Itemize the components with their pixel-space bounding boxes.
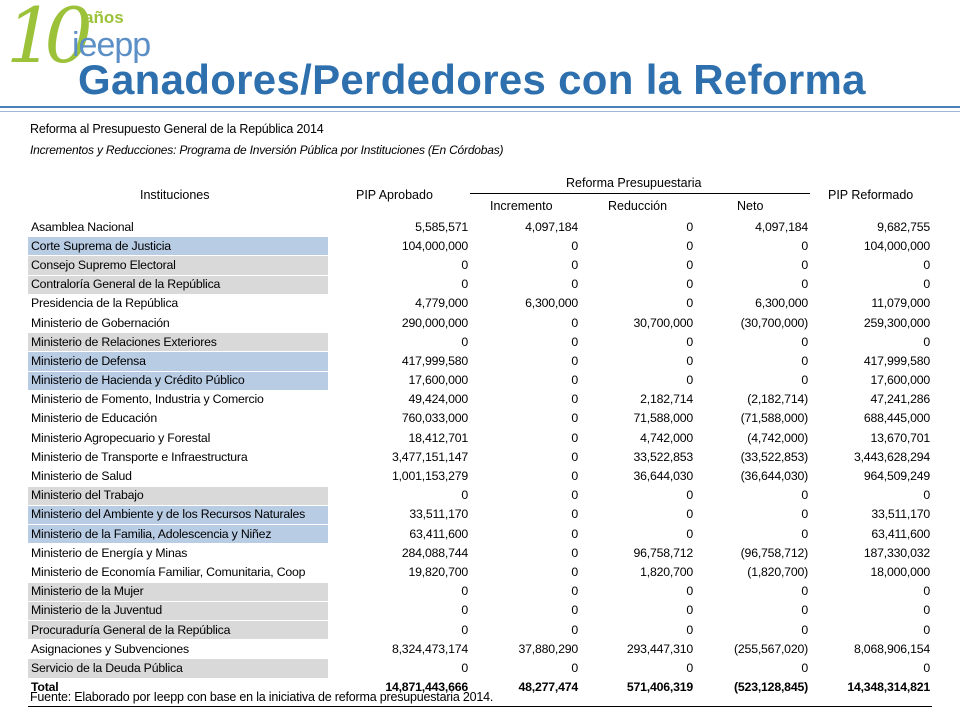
cell-reformado: 14,348,314,821 (847, 680, 930, 695)
cell-neto: 0 (801, 526, 808, 541)
cell-neto: 6,300,000 (755, 296, 808, 311)
cell-reformado: 0 (923, 334, 930, 349)
header-reduccion: Reducción (608, 199, 668, 213)
logo-number: 10 (6, 0, 83, 80)
cell-neto: 0 (801, 373, 808, 388)
cell-reformado: 0 (923, 603, 930, 618)
cell-incremento: 0 (571, 469, 578, 484)
cell-reformado: 17,600,000 (870, 373, 930, 388)
title-divider (0, 106, 960, 108)
institution-name: Contraloría General de la República (28, 275, 328, 294)
cell-aprobado: 284,088,744 (401, 545, 468, 560)
cell-incremento: 0 (571, 488, 578, 503)
institution-name: Ministerio de Energía y Minas (28, 544, 328, 563)
cell-neto: 0 (801, 622, 808, 637)
institution-name: Ministerio de Defensa (28, 352, 328, 371)
cell-incremento: 37,880,290 (518, 641, 578, 656)
logo-years: años (84, 8, 124, 27)
cell-reduccion: 33,522,853 (633, 449, 693, 464)
cell-reformado: 9,682,755 (877, 219, 930, 234)
table-row (28, 409, 932, 428)
cell-reduccion: 4,742,000 (640, 430, 693, 445)
cell-neto: (255,567,020) (734, 641, 808, 656)
cell-neto: (2,182,714) (747, 392, 808, 407)
page-title: Ganadores/Perdedores con la Reforma (78, 56, 866, 103)
table-subtitle: Incrementos y Reducciones: Programa de Inversión Pública por Instituciones (En Córdobas) (30, 143, 504, 157)
cell-neto: (33,522,853) (740, 449, 808, 464)
cell-reformado: 0 (923, 488, 930, 503)
header-incremento: Incremento (490, 199, 553, 213)
table-row (28, 352, 932, 371)
table-row (28, 659, 932, 678)
cell-aprobado: 760,033,000 (401, 411, 468, 426)
table-row (28, 333, 932, 352)
cell-reduccion: 0 (686, 660, 693, 675)
table-row (28, 467, 932, 486)
table-row (28, 429, 932, 448)
institution-name: Ministerio de Gobernación (28, 313, 328, 332)
table-row (28, 294, 932, 313)
cell-incremento: 0 (571, 622, 578, 637)
cell-reformado: 8,068,906,154 (853, 641, 930, 656)
cell-aprobado: 4,779,000 (415, 296, 468, 311)
cell-reduccion: 0 (686, 277, 693, 292)
table-row (28, 275, 932, 294)
header-neto: Neto (737, 199, 764, 213)
institution-name: Total (28, 678, 328, 697)
table-row (28, 390, 932, 409)
cell-incremento: 0 (571, 257, 578, 272)
cell-reduccion: 2,182,714 (640, 392, 693, 407)
cell-incremento: 0 (571, 584, 578, 599)
cell-reformado: 3,443,628,294 (853, 449, 930, 464)
cell-reformado: 47,241,286 (870, 392, 930, 407)
cell-reduccion: 0 (686, 334, 693, 349)
cell-reduccion: 0 (686, 622, 693, 637)
cell-aprobado: 1,001,153,279 (391, 469, 468, 484)
cell-aprobado: 17,600,000 (408, 373, 468, 388)
header-instituciones: Instituciones (140, 188, 210, 202)
table-row (28, 640, 932, 659)
cell-reformado: 259,300,000 (863, 315, 930, 330)
cell-incremento: 0 (571, 660, 578, 675)
institution-name: Ministerio Agropecuario y Forestal (28, 429, 328, 448)
cell-aprobado: 0 (461, 488, 468, 503)
institution-name: Ministerio de la Mujer (28, 582, 328, 601)
institution-name: Presidencia de la República (28, 294, 328, 313)
cell-reduccion: 0 (686, 219, 693, 234)
institution-name: Asignaciones y Subvenciones (28, 640, 328, 659)
cell-incremento: 0 (571, 507, 578, 522)
cell-reduccion: 0 (686, 238, 693, 253)
cell-reduccion: 30,700,000 (633, 315, 693, 330)
cell-reformado: 417,999,580 (863, 353, 930, 368)
institution-name: Ministerio del Trabajo (28, 486, 328, 505)
header-group-line (470, 193, 810, 194)
cell-reformado: 0 (923, 660, 930, 675)
cell-aprobado: 49,424,000 (408, 392, 468, 407)
cell-aprobado: 63,411,600 (409, 526, 468, 541)
cell-reformado: 0 (923, 622, 930, 637)
cell-neto: 0 (801, 660, 808, 675)
institution-name: Ministerio de Educación (28, 409, 328, 428)
budget-table-body (28, 218, 932, 697)
cell-reduccion: 1,820,700 (640, 564, 693, 579)
table-row (28, 525, 932, 544)
cell-reduccion: 71,588,000 (633, 411, 693, 426)
cell-reduccion: 0 (686, 373, 693, 388)
cell-incremento: 0 (571, 564, 578, 579)
cell-incremento: 0 (571, 411, 578, 426)
cell-incremento: 0 (571, 277, 578, 292)
cell-reduccion: 0 (686, 296, 693, 311)
cell-neto: (1,820,700) (747, 564, 808, 579)
cell-reformado: 63,411,600 (871, 526, 930, 541)
cell-reduccion: 571,406,319 (626, 680, 693, 695)
cell-aprobado: 0 (461, 257, 468, 272)
header-reforma-presupuestaria: Reforma Presupuestaria (566, 176, 702, 190)
cell-incremento: 0 (571, 603, 578, 618)
cell-neto: (4,742,000) (747, 430, 808, 445)
cell-reduccion: 96,758,712 (633, 545, 693, 560)
cell-neto: (30,700,000) (740, 315, 808, 330)
cell-incremento: 0 (571, 392, 578, 407)
cell-aprobado: 417,999,580 (401, 353, 468, 368)
institution-name: Ministerio de Economía Familiar, Comunitaria, Coop (28, 563, 328, 582)
cell-aprobado: 18,412,701 (408, 430, 468, 445)
table-row (28, 448, 932, 467)
cell-incremento: 0 (571, 315, 578, 330)
cell-reformado: 11,079,000 (871, 296, 930, 311)
institution-name: Ministerio del Ambiente y de los Recursos Naturales (28, 505, 328, 524)
cell-incremento: 0 (571, 430, 578, 445)
cell-neto: 0 (801, 507, 808, 522)
cell-aprobado: 0 (461, 277, 468, 292)
cell-reduccion: 0 (686, 488, 693, 503)
table-row (28, 563, 932, 582)
cell-incremento: 0 (571, 334, 578, 349)
cell-neto: 0 (801, 334, 808, 349)
cell-incremento: 0 (571, 353, 578, 368)
cell-reformado: 0 (923, 584, 930, 599)
cell-incremento: 0 (571, 545, 578, 560)
cell-aprobado: 0 (461, 584, 468, 599)
cell-incremento: 4,097,184 (525, 219, 578, 234)
cell-neto: 0 (801, 603, 808, 618)
cell-aprobado: 0 (461, 334, 468, 349)
cell-neto: 0 (801, 353, 808, 368)
header-pip-reformado: PIP Reformado (828, 188, 914, 202)
institution-name: Ministerio de la Juventud (28, 601, 328, 620)
institution-name: Ministerio de Relaciones Exteriores (28, 333, 328, 352)
table-title: Reforma al Presupuesto General de la República 2014 (30, 122, 324, 136)
cell-neto: 0 (801, 488, 808, 503)
table-row (28, 582, 932, 601)
table-row (28, 505, 932, 524)
cell-aprobado: 0 (461, 603, 468, 618)
cell-aprobado: 0 (461, 660, 468, 675)
cell-reformado: 104,000,000 (863, 238, 930, 253)
cell-aprobado: 290,000,000 (401, 315, 468, 330)
institution-name: Asamblea Nacional (28, 218, 328, 237)
cell-neto: (36,644,030) (740, 469, 808, 484)
table-row (28, 237, 932, 256)
source-note: Fuente: Elaborado por Ieepp con base en la iniciativa de reforma presupuestaria 2014. (30, 690, 494, 704)
cell-neto: 0 (801, 238, 808, 253)
cell-reformado: 18,000,000 (870, 564, 930, 579)
cell-aprobado: 104,000,000 (401, 238, 468, 253)
cell-neto: 0 (801, 277, 808, 292)
table-row (28, 601, 932, 620)
cell-aprobado: 0 (461, 622, 468, 637)
cell-neto: 4,097,184 (755, 219, 808, 234)
title-divider-thin (0, 111, 960, 112)
source-underline (28, 706, 932, 707)
cell-reduccion: 0 (686, 507, 693, 522)
institution-name: Ministerio de Salud (28, 467, 328, 486)
table-row (28, 620, 932, 639)
cell-reformado: 13,670,701 (870, 430, 930, 445)
table-row (28, 218, 932, 237)
cell-incremento: 6,300,000 (525, 296, 578, 311)
cell-aprobado: 5,585,571 (415, 219, 468, 234)
cell-aprobado: 33,511,170 (409, 507, 468, 522)
cell-aprobado: 8,324,473,174 (391, 641, 468, 656)
cell-reduccion: 293,447,310 (626, 641, 693, 656)
cell-neto: (523,128,845) (734, 680, 808, 695)
institution-name: Procuraduría General de la República (28, 620, 328, 639)
cell-reduccion: 0 (686, 603, 693, 618)
institution-name: Ministerio de Transporte e Infraestructura (28, 448, 328, 467)
cell-incremento: 48,277,474 (518, 680, 578, 695)
cell-incremento: 0 (571, 373, 578, 388)
cell-reformado: 0 (923, 257, 930, 272)
institution-name: Consejo Supremo Electoral (28, 256, 328, 275)
cell-reduccion: 0 (686, 353, 693, 368)
cell-reformado: 0 (923, 277, 930, 292)
budget-table (28, 218, 932, 698)
cell-incremento: 0 (571, 238, 578, 253)
institution-name: Ministerio de Hacienda y Crédito Público (28, 371, 328, 390)
cell-reduccion: 0 (686, 584, 693, 599)
cell-aprobado: 19,820,700 (408, 564, 468, 579)
institution-name: Ministerio de Fomento, Industria y Comercio (28, 390, 328, 409)
table-row (28, 371, 932, 390)
cell-reduccion: 0 (686, 257, 693, 272)
institution-name: Ministerio de la Familia, Adolescencia y Niñez (28, 525, 328, 544)
cell-aprobado: 3,477,151,147 (391, 449, 468, 464)
cell-reformado: 33,511,170 (871, 507, 930, 522)
logo-brand: ieepp (72, 26, 151, 64)
cell-reformado: 964,509,249 (863, 469, 930, 484)
cell-reformado: 187,330,032 (863, 545, 930, 560)
cell-neto: 0 (801, 584, 808, 599)
institution-name: Corte Suprema de Justicia (28, 237, 328, 256)
table-row (28, 313, 932, 332)
institution-name: Servicio de la Deuda Pública (28, 659, 328, 678)
table-row (28, 486, 932, 505)
cell-reduccion: 0 (686, 526, 693, 541)
cell-incremento: 0 (571, 526, 578, 541)
cell-neto: (71,588,000) (740, 411, 808, 426)
cell-reformado: 688,445,000 (863, 411, 930, 426)
cell-aprobado: 14,871,443,666 (385, 680, 468, 695)
cell-neto: 0 (801, 257, 808, 272)
header-pip-aprobado: PIP Aprobado (356, 188, 433, 202)
cell-reduccion: 36,644,030 (633, 469, 693, 484)
cell-neto: (96,758,712) (740, 545, 808, 560)
table-row (28, 544, 932, 563)
cell-incremento: 0 (571, 449, 578, 464)
table-row (28, 256, 932, 275)
